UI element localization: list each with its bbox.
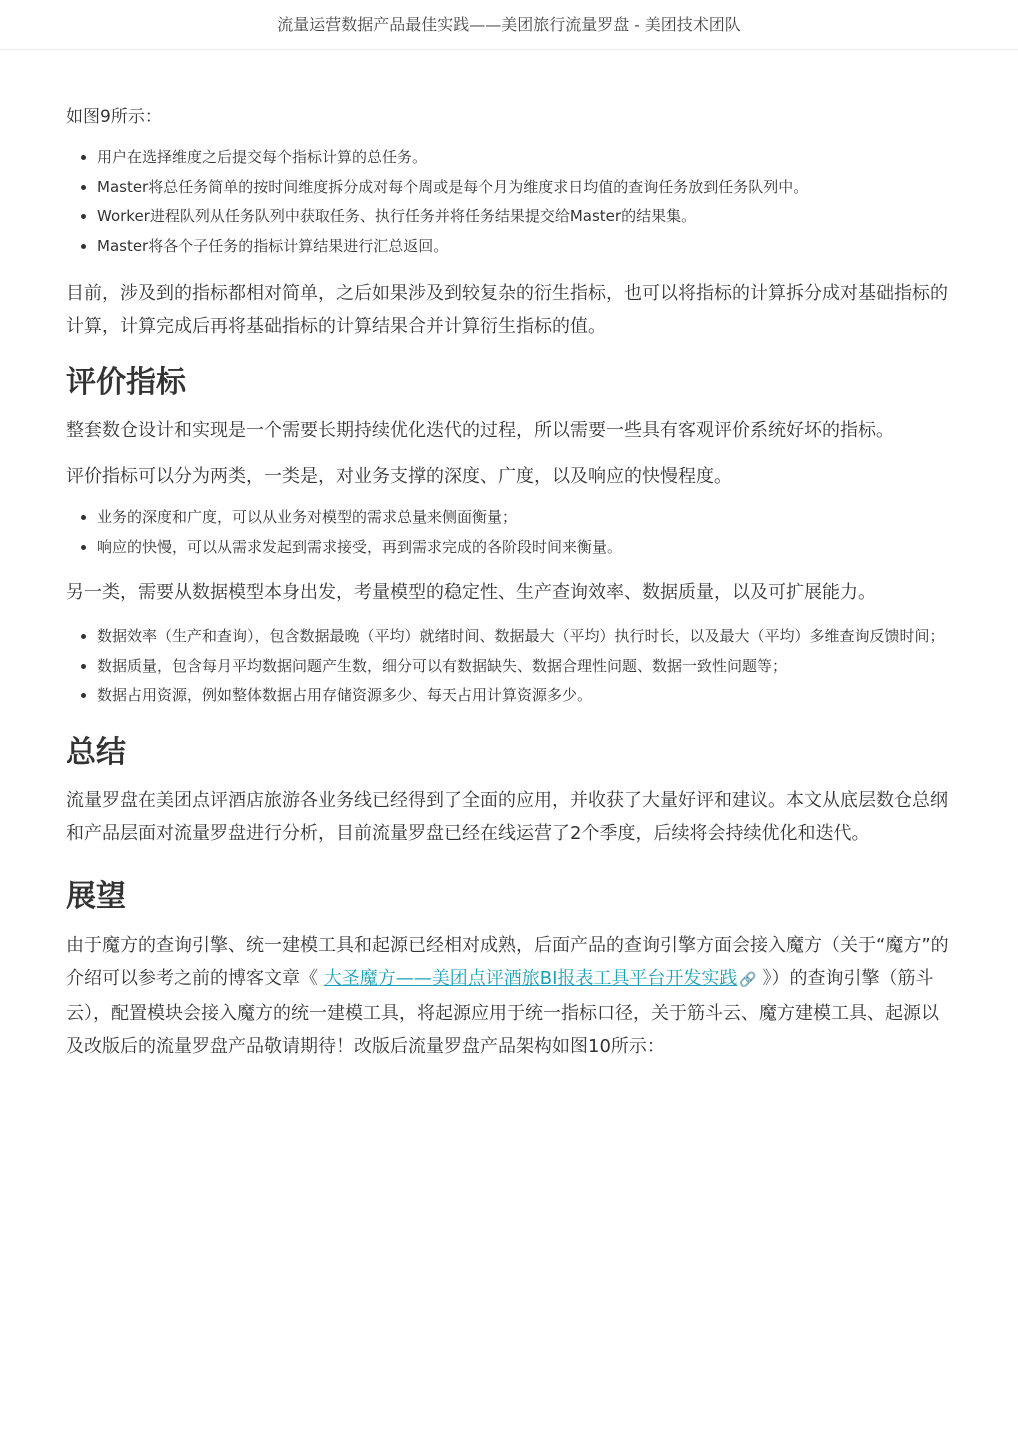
list-item: • 业务的深度和广度，可以从业务对模型的需求总量来侧面衡量； [97, 503, 952, 533]
section-heading-conclusion: 总结 [66, 734, 126, 770]
list-item: • 数据占用资源，例如整体数据占用存储资源多少、每天占用计算资源多少。 [97, 681, 952, 711]
steps-list [66, 143, 952, 261]
outlook-text-before-link: 由于魔方的查询引擎、统一建模工具和起源已经相对成熟，后面产品的查询引擎方面会接入魔方（关于“魔方”的介绍可以参考之前的博客文章《 [66, 934, 949, 989]
metrics-paragraph: 整套数仓设计和实现是一个需要长期持续优化迭代的过程，所以需要一些具有客观评价系统好坏的指标。 [66, 420, 894, 441]
metrics-paragraph: 评价指标可以分为两类，一类是，对业务支撑的深度、广度，以及响应的快慢程度。 [66, 466, 732, 487]
list-item: • 数据质量，包含每月平均数据问题产生数，细分可以有数据缺失、数据合理性问题、数据一致性问题等； [97, 652, 952, 682]
summary-paragraph: 目前，涉及到的指标都相对简单，之后如果涉及到较复杂的衍生指标，也可以将指标的计算拆分成对基础指标的计算，计算完成后再将基础指标的计算结果合并计算衍生指标的值。 [66, 283, 948, 337]
list-item: • Master将总任务简单的按时间维度拆分成对每个周或是每个月为维度求日均值的查询任务放到任务队列中。 [97, 173, 952, 203]
list-item: • 数据效率（生产和查询），包含数据最晚（平均）就绪时间、数据最大（平均）执行时长，以及最大（平均）多维查询反馈时间； [97, 622, 952, 652]
page-header [0, 0, 1018, 50]
metrics-list-2 [66, 622, 952, 711]
intro-text: 如图9所示： [66, 107, 162, 127]
list-item: • Master将各个子任务的指标计算结果进行汇总返回。 [97, 232, 952, 262]
conclusion-paragraph: 流量罗盘在美团点评酒店旅游各业务线已经得到了全面的应用，并收获了大量好评和建议。本文从底层数仓总纲和产品层面对流量罗盘进行分析，目前流量罗盘已经在线运营了2个季度，后续将会持续优化和迭代。 [66, 789, 948, 844]
list-item: • 响应的快慢，可以从需求发起到需求接受，再到需求完成的各阶段时间来衡量。 [97, 533, 952, 563]
outlook-text-after-link: 》）的查询引擎（筋斗云），配置模块会接入魔方的统一建模工具，将起源应用于统一指标口径，关于筋斗云、魔方建模工具、起源以及改版后的流量罗盘产品敬请期待！改版后流量罗盘产品架构如图10所示： [66, 967, 939, 1057]
section-heading-outlook: 展望 [66, 878, 126, 914]
page-title: 流量运营数据产品最佳实践——美团旅行流量罗盘 - 美团技术团队 [277, 15, 741, 34]
list-item: • Worker进程队列从任务队列中获取任务、执行任务并将任务结果提交给Master的结果集。 [97, 202, 952, 232]
section-heading-metrics: 评价指标 [66, 365, 186, 400]
outlook-paragraph [66, 929, 952, 1063]
metrics-list-1 [66, 503, 952, 562]
metrics-paragraph: 另一类，需要从数据模型本身出发，考量模型的稳定性、生产查询效率、数据质量，以及可扩展能力。 [66, 582, 876, 603]
external-link-icon: 🔗 [739, 971, 757, 988]
article-body [66, 100, 952, 1063]
list-item: • 用户在选择维度之后提交每个指标计算的总任务。 [97, 143, 952, 173]
article-link[interactable]: 大圣魔方——美团点评酒旅BI报表工具平台开发实践 [323, 967, 738, 989]
